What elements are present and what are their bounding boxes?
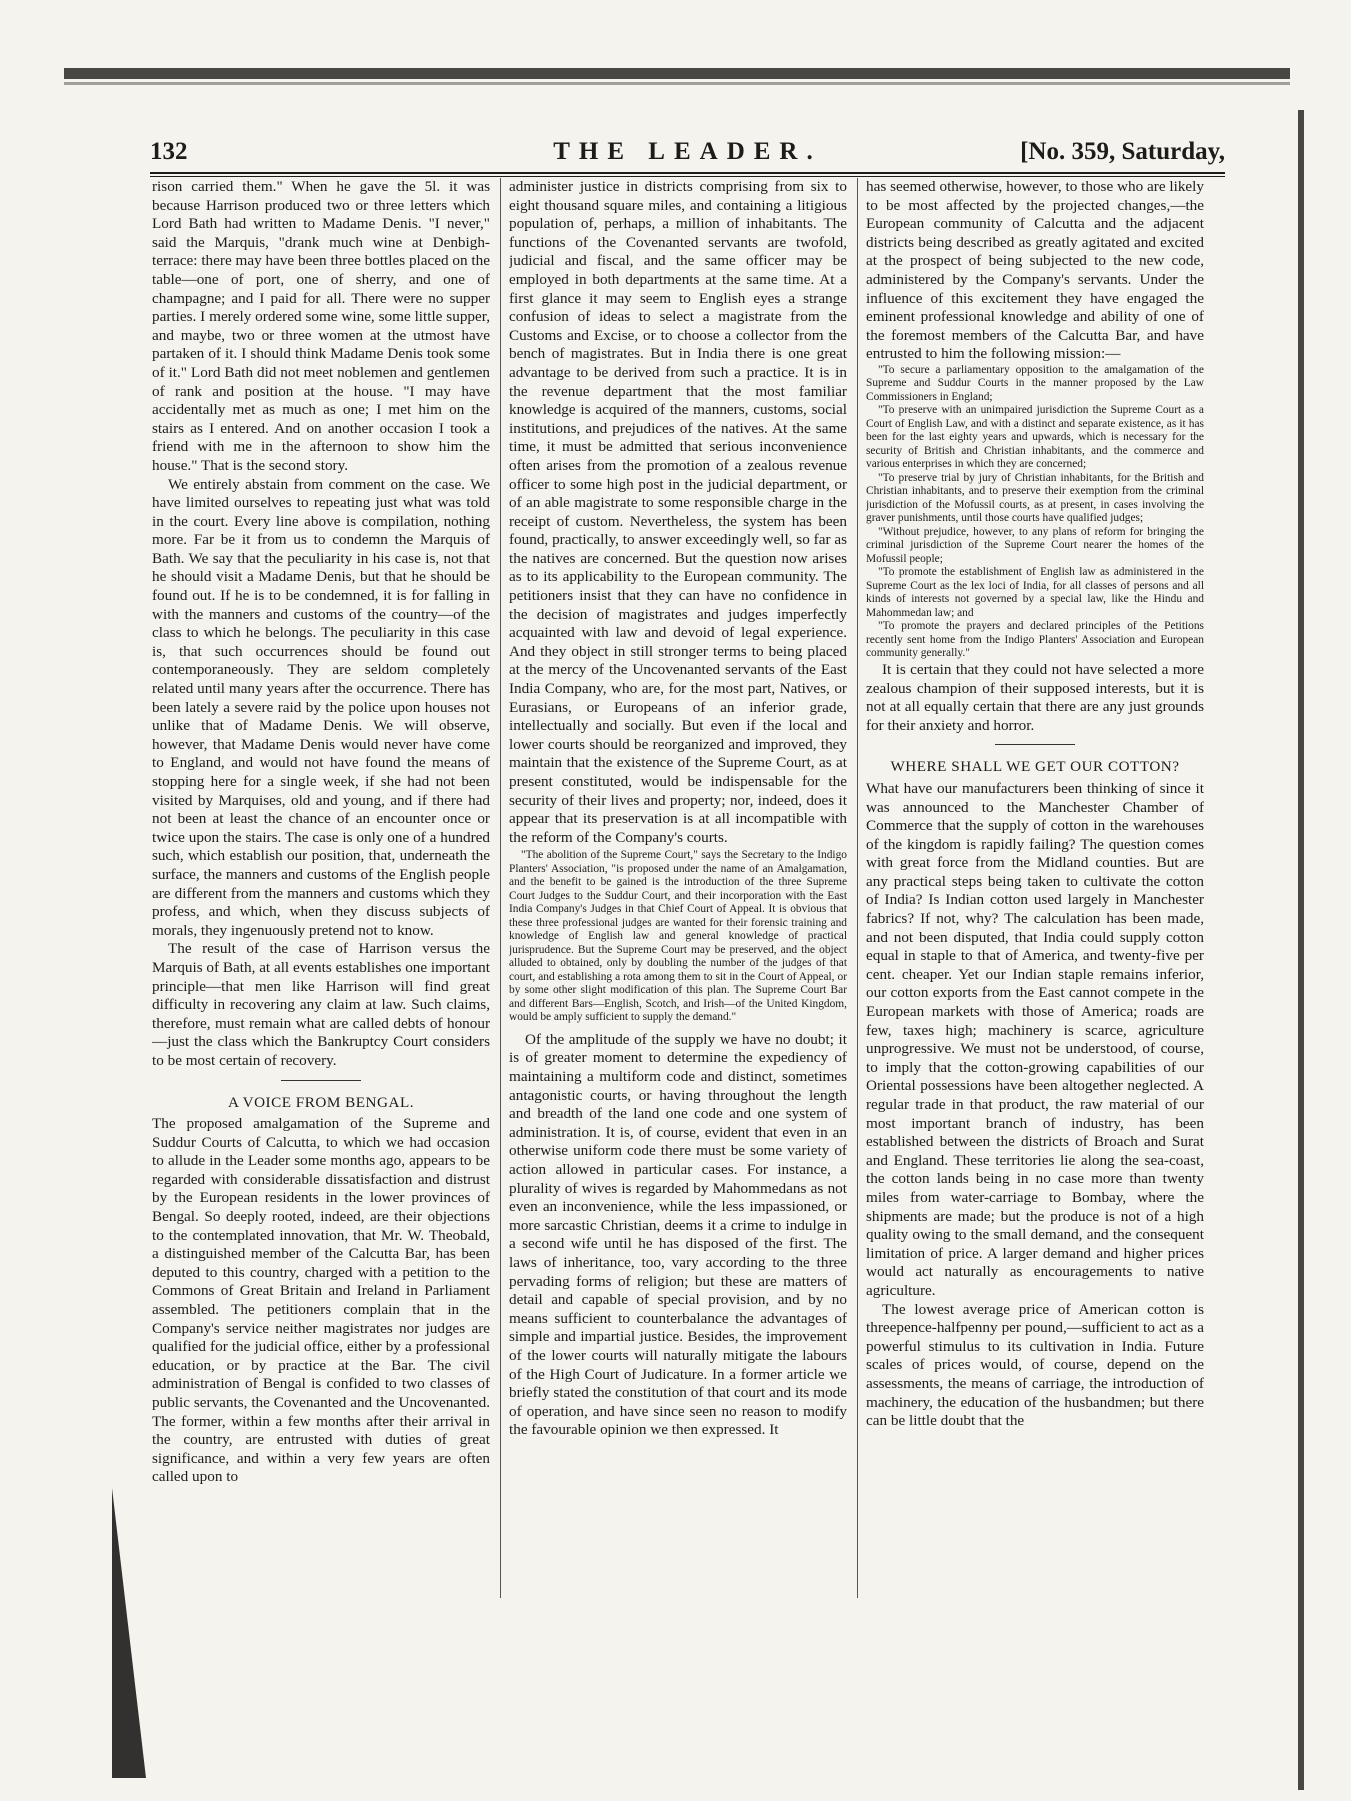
article-heading: WHERE SHALL WE GET OUR COTTON? (890, 758, 1180, 776)
quoted-clause: "To preserve trial by jury of Christian inhabitants, for the British and Christian inhabitants, and to preserve their exemption from the criminal jurisdiction of the Mofussil courts, as at present, in cases involving the graver punishments, until those courts have qualified judges; (866, 471, 1204, 525)
quoted-clause: "To promote the establishment of English law as administered in the Supreme Court as the lex loci of India, for all classes of persons and all kinds of interests not governed by a special law, like the Hindu and Mahommedan law; and (866, 566, 1204, 619)
paragraph: administer justice in districts comprising from six to eight thousand square miles, and containing a litigious population of, perhaps, a million of inhabitants. The functions of the Covenanted servants are twofold, judicial and fiscal, and the same officer may be employed in both departments at the same time. At a first glance it may seem to English eyes a strange confusion of ideas to select a magistrate from the Customs and Excise, or to choose a collector from the bench of magistrates. But in India there is one great advantage to be derived from such a practice. It is in the revenue department that the most familiar knowledge is acquired of the manners, customs, social institutions, and prejudices of the natives. At the same time, it must be admitted that serious inconvenience often arises from the promotion of a zealous revenue officer to some high post in the judicial department, or of an able magistrate to some responsible charge in the receipt of custom. Nevertheless, the system has been found, practically, to answer exceedingly well, so far as the natives are concerned. But the question now arises as to its applicability to the European community. The petitioners insist that they can have no confidence in the decision of magistrates and judges imperfectly acquainted with law and devoid of legal experience. And they object in still stronger terms to being placed at the mercy of the Uncovenanted servants of the East India Company, who are, for the most part, Natives, or Eurasians, or Europeans of an inferior grade, intellectually and socially. But even if the local and lower courts should be reorganized and improved, they maintain that the existence of the Supreme Court, as at present constituted, would be indispensable for the security of their lives and property; nor, indeed, does it appear that its preservation is at all incompatible with the reform of the Company's courts. (509, 178, 847, 846)
paragraph: has seemed otherwise, however, to those who are likely to be most affected by the projected changes,—the European community of Calcutta and the adjacent districts being described as greatly agitated and excited at the prospect of being subjected to the new code, administered by the Company's servants. Under the influence of this excitement they have engaged the eminent professional knowledge and ability of one of the foremost members of the Calcutta Bar, and have entrusted to him the following mission:— (866, 178, 1204, 363)
issue-info: [No. 359, Saturday, (1020, 138, 1225, 165)
paragraph: rison carried them." When he gave the 5l. it was because Harrison produced two or three letters which Lord Bath had written to Madame Denis. "I never," said the Marquis, "drank much wine at Denbigh-terrace: there may have been three bottles placed on the table—one of port, one of sherry, and one of champagne; and I paid for all. There were no supper parties. I merely ordered some wine, some little supper, and maybe, two or three women at the utmost have partaken of it. I should think Madame Denis took some of it." Lord Bath did not meet noblemen and gentlemen of rank and position at the house. "I may have accidentally met as much as one; I met him on the stairs as I entered. And on another occasion I took a friend with me in the afternoon to show him the house." That is the second story. (152, 178, 490, 474)
column-rule (857, 178, 858, 1598)
paragraph: What have our manufacturers been thinking of since it was announced to the Manchester Chamber of Commerce that the supply of cotton in the warehouses of the kingdom is rapidly failing? The question comes with great force from the Midland counties. But are any practical steps being taken to cultivate the cotton of India? Is Indian cotton used largely in Manchester fabrics? If not, why? The calculation has been made, and not been disputed, that India could supply cotton equal in staple to that of America, and twenty-five per cent. cheaper. Yet our Indian staple remains inferior, our cotton exports from the East cannot compete in the European markets with those of America; roads are few, taxes high; machinery is scarce, agriculture unprogressive. We must not be understood, of course, to imply that the cotton-growing capabilities of our Oriental possessions have been altogether neglected. A regular trade in that product, the raw material of our most important branch of industry, has been established between the districts of Broach and Surat and England. These territories lie along the sea-coast, the cotton lands being in no case more than twenty miles from water-carriage to Bombay, where the shipments are made; but the produce is not of a high quality owing to the small demand, and the consequent limitation of price. A larger demand and higher prices would act naturally as encouragements to native agriculture. (866, 779, 1204, 1299)
section-divider (995, 744, 1075, 745)
quoted-clause: "Without prejudice, however, to any plans of reform for bringing the criminal jurisdiction of the Supreme Court nearer the homes of the Mofussil people; (866, 525, 1204, 565)
top-print-border (64, 68, 1290, 79)
paragraph: The result of the case of Harrison versus the Marquis of Bath, at all events establishes one important principle—that men like Harrison will find great difficulty in recovering any claim at law. Such claims, therefore, must remain what are called debts of honour—just the class which the Bankruptcy Court considers to be most certain of recovery. (152, 940, 490, 1069)
quoted-clause: "To secure a parliamentary opposition to the amalgamation of the Supreme and Suddur Courts in the manner proposed by the Law Commissioners in England; (866, 363, 1204, 403)
column-1 (152, 178, 490, 1598)
binding-edge (1290, 80, 1312, 1800)
column-2 (509, 178, 847, 1598)
footnote: "The abolition of the Supreme Court," says the Secretary to the Indigo Planters' Association, "is proposed under the name of an Amalgamation, and the benefit to be gained is the introduction of the three Supreme Court Judges to the Suddur Court, and their incorporation with the East India Company's Judges in that Chief Court of Appeal. It is obvious that these three professional judges are wanted for their forensic training and knowledge of English law and general knowledge of practical jurisprudence. But the Supreme Court may be preserved, and the object alluded to obtained, only by doubling the number of the judges of that court, and establishing a rota among them to sit in the Court of Appeal, or by some other slight modification of this plan. The Supreme Court Bar and different Bars—English, Scotch, and Irish—of the United Kingdom, would be amply sufficient to supply the demand." (509, 849, 847, 1024)
paragraph: The lowest average price of American cotton is threepence-halfpenny per pound,—sufficient to act as a powerful stimulus to its cultivation in India. Future scales of prices would, of course, depend on the assessments, the means of carriage, the introduction of machinery, the education of the husbandmen; but there can be little doubt that the (866, 1300, 1204, 1430)
section-divider (281, 1080, 361, 1081)
masthead: THE LEADER. (553, 138, 822, 165)
page-number: 132 (150, 138, 188, 165)
ink-blot (112, 1488, 146, 1778)
quoted-clause: "To preserve with an unimpaired jurisdiction the Supreme Court as a Court of English Law, and with a distinct and separate existence, as it has been for the last eighty years and upwards, which is necessary for the security of British and Christian inhabitants, and the commerce and various enterprises in which they are concerned; (866, 404, 1204, 471)
quoted-clause: "To promote the prayers and declared principles of the Petitions recently sent home from the Indigo Planters' Association and European community generally." (866, 620, 1204, 660)
paragraph: It is certain that they could not have selected a more zealous champion of their supposed interests, but it is not at all equally certain that there are any just grounds for their anxiety and horror. (866, 660, 1204, 734)
paragraph: Of the amplitude of the supply we have no doubt; it is of greater moment to determine the expediency of maintaining a multiform code and distinct, sometimes antagonistic courts, or having throughout the length and breadth of the land one code and one system of administration. It is, of course, evident that even in an otherwise uniform code there must be some variety of action allowed in particular cases. For instance, a plurality of wives is regarded by Mahommedans as not even an inconvenience, while the less impassioned, or more sarcastic Christian, deems it a crime to indulge in a second wife until he has disposed of the first. The laws of inheritance, too, vary according to the three pervading forms of religion; but these are matters of detail and capable of special provision, and by no means sufficient to counterbalance the advantages of simple and impartial justice. Besides, the improvement of the lower courts will naturally mitigate the labours of the High Court of Judicature. In a former article we briefly stated the constitution of that court and its mode of operation, and have since seen no reason to modify the favourable opinion we then expressed. It (509, 1030, 847, 1439)
top-print-border-thin (64, 82, 1290, 85)
column-rule (500, 178, 501, 1598)
paragraph: The proposed amalgamation of the Supreme and Suddur Courts of Calcutta, to which we had occasion to allude in the Leader some months ago, appears to be regarded with considerable dissatisfaction and distrust by the European residents in the lower provinces of Bengal. So deeply rooted, indeed, are their objections to the contemplated innovation, that Mr. W. Theobald, a distinguished member of the Calcutta Bar, has been deputed to this country, charged with a petition to the Commons of Great Britain and Ireland in Parliament assembled. The petitioners complain that in the Company's service neither magistrates nor judges are qualified for the judicial office, either by a professional education, or by practice at the Bar. The civil administration of Bengal is confided to two classes of public servants, the Covenanted and the Uncovenanted. The former, within a few months after their arrival in the country, are entrusted with duties of great significance, and within a very few years are often called upon to (152, 1115, 490, 1486)
article-heading: A VOICE FROM BENGAL. (227, 1093, 415, 1111)
paragraph: We entirely abstain from comment on the case. We have limited ourselves to repeating just what was told in the court. Every line above is compilation, nothing more. Far be it from us to condemn the Marquis of Bath. We say that the peculiarity in his case is, not that he should visit a Madame Denis, but that he should be found out. If he is to be condemned, it is for falling in with the manners and customs of the country—of the class to which he belongs. The peculiarity in this case is, that such occurrences should be found out contemporaneously. They are seldom completely related until many years after the occurrence. There has been lately a severe raid by the police upon houses not unlike that of Madame Denis. We will observe, however, that Madame Denis would never have come to England, and would not have found the means of stopping here for a single week, if she had not been visited by Marquises, old and young, and if there had not been at least the chance of an encounter once or twice upon the stairs. The case is only one of a hundred such, which establish our position, that, underneath the surface, the manners and customs of the English people are different from the manners and customs which they profess, and which, when they discuss subjects of morals, they ingenuously pretend not to know. (152, 475, 490, 939)
header-rule (150, 172, 1225, 174)
header-rule-thin (150, 176, 1225, 177)
column-3 (866, 178, 1204, 1598)
